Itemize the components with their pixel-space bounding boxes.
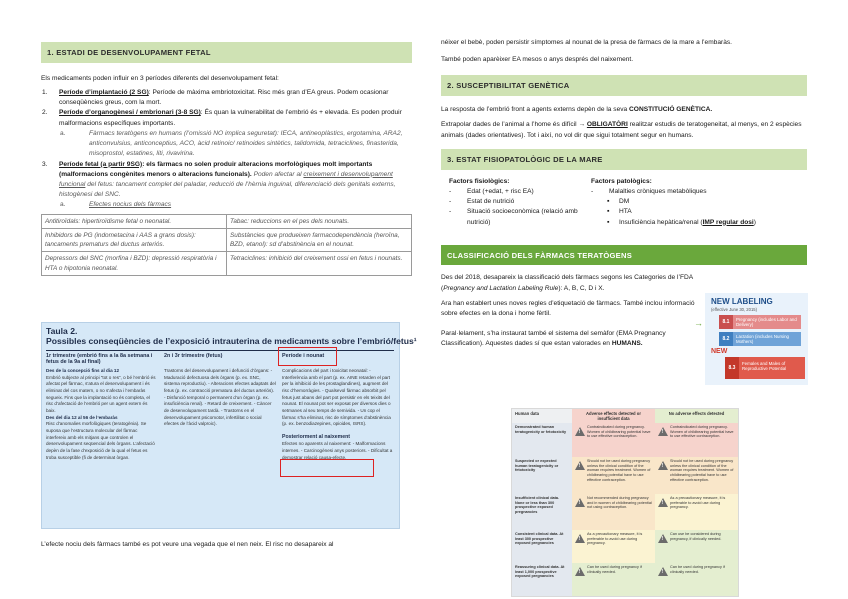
highlight-box-period (278, 347, 337, 366)
arrow-icon: → (694, 318, 703, 329)
semaphore-header-1: Human data (512, 409, 572, 423)
figure-col2-header: 2n i 3r trimestre (fetus) (164, 353, 223, 359)
label-row-8-2 (719, 332, 801, 346)
figure-label: Taula 2. (46, 326, 78, 336)
classification-paragraph-1 (441, 273, 699, 293)
factor-keyword: IMP regular dosi (702, 218, 754, 226)
semaphore-cell-text: As a precautionary measure, it is preferable to avoid use during pregnancy. (670, 496, 726, 510)
factor-text: Malalties cròniques metabòliques (609, 187, 707, 195)
new-labeling-title: NEW LABELING (711, 297, 773, 306)
figure-col1-header: 1r trimestre (embrió fins a la 8a setmana i fetus de la 9a al final) (46, 353, 153, 365)
semaphore-cell (572, 530, 655, 563)
classification-text: Des del 2018, desapareix la classificació dels fàrmacs segons les Categories de l’FDA ( (441, 274, 693, 292)
effects-letter: a. (60, 201, 66, 209)
semaphore-cell (655, 423, 738, 457)
teratogens-letter: a. (60, 129, 66, 137)
warning-icon (575, 461, 585, 470)
genetic-text-2: Extrapolar dades de l’animal a l’home és difícil → (441, 121, 587, 129)
period-3-text-italic: Poden afectar al (251, 170, 304, 178)
continuation-2: També poden aparèixer EA mesos o anys després del naixement. (441, 56, 634, 64)
label-code: 8.2 (719, 332, 733, 346)
warning-icon (575, 567, 585, 576)
semaphore-cell-text: Can be used during pregnancy if clinically needed. (670, 565, 725, 574)
list-item: - Estat de nutrició (449, 198, 515, 206)
semaphore-cell-text: Can use be considered during pregnancy, if clinically needed. (670, 532, 722, 541)
period-3-text-underline: creixement i desenvolupament funcional (59, 170, 393, 188)
genetic-keyword: CONSTITUCIÓ GENÈTICA. (629, 106, 713, 114)
periods-list (41, 88, 412, 211)
figure-rule (46, 350, 394, 351)
label-code: 8.3 (725, 357, 739, 379)
period-1-text: : Període de màxima embriotoxicitat. Risc més gran d’EA greus. Podem ocasionar conseqüències greus, com la mort. (59, 88, 389, 107)
figure-col3-header: Període i nounat (282, 353, 325, 359)
semaphore-row-label: Reassuring clinical data. At least 1,000 prospective exposed pregnancies (512, 563, 572, 596)
physiological-heading: Factors fisiològics: (449, 177, 510, 185)
warning-icon (575, 498, 585, 507)
highlight-box-birth (280, 459, 374, 477)
table-cell: Substàncies que produeixen farmacodependència (heroïna, BZD, etanol): sd d’abstinència en el nounat. (227, 228, 412, 252)
new-labeling-subtitle: (effective June 30, 2015) (711, 307, 758, 312)
semaphore-cell (572, 563, 655, 596)
period-1-number: 1. (42, 88, 48, 96)
table-row (42, 252, 412, 276)
section-2-title: 2. SUSCEPTIBILITAT GENÈTICA (447, 81, 570, 91)
period-1 (41, 88, 412, 108)
figure-col3 (282, 368, 394, 461)
period-3 (41, 160, 412, 211)
warning-icon (658, 567, 668, 576)
intro-paragraph: Els medicaments poden influir en 3 períodes diferents del desenvolupament fetal: (41, 74, 279, 82)
list-item: ▪ DM (607, 198, 630, 206)
effects-title: Efectes nocius dels fàrmacs (89, 201, 172, 209)
semaphore-row-label: Demonstrated human teratogenicity or fetotoxicity (512, 423, 572, 457)
semaphore-header-2: Adverse effects detected or insufficient data (572, 409, 655, 423)
factor-text: DM (619, 198, 630, 206)
table-cell: Inhibidors de PG (indometacina i AAS a grans dosis): tancaments prematurs del ductus arteriós. (42, 228, 227, 252)
factor-text: Edat (+edat, + risc EA) (467, 187, 534, 195)
new-labeling-graphic (705, 293, 808, 385)
table-cell: Depressors del SNC (morfina i BZD): depressió respiratòria i HTA o hipotonia neonatal. (42, 252, 227, 276)
figure-col1-heading-1: Des de la concepció fins al dia 12 (46, 368, 120, 373)
semaphore-cell-text: Should not be used during pregnancy unless the clinical condition of the woman requires treatment. Women of childbearing potential have to use effective contraception. (670, 459, 734, 482)
new-badge: NEW (711, 348, 728, 355)
semaphore-cell-text: Should not be used during pregnancy unless the clinical condition of the woman requires treatment. Women of childbearing potential have to use effective contraception. (587, 459, 651, 482)
semaphore-header-3: No adverse effects detected (655, 409, 738, 423)
semaphore-row-label: Insufficient clinical data. None or less than 300 prospective exposed pregnancies (512, 494, 572, 530)
period-2-title: Període d’organogènesi / embrionari (3-8 SG) (59, 109, 201, 117)
label-text: Females and Males of Reproductive Potential (742, 361, 787, 372)
semaphore-cell (655, 457, 738, 494)
teratogens-text: Fàrmacs teratògens en humans (l’omissió NO implica seguretat): IECA, antineoplàstics, ergotamina, ARA2, anticonvulsius, anticonceptius, ACO, àcid retinoic/ retinoides sintètics, talidomida, tetraciclines, finasterida, misoprostol, estatines, liti, rivavirina. (89, 129, 403, 158)
figure-col3-heading-2: Posteriorment al naixement (282, 433, 351, 440)
period-3-effects (59, 200, 412, 210)
classification-paragraph-2: Ara han establert unes noves regles d’etiquetació de fàrmacs. També inclou informació sobre efectes en la dona i home fèrtil. (441, 299, 695, 318)
table-cell: Antitiroïdals: hipertiroïdisme fetal o neonatal. (42, 214, 227, 228)
table-cell: Tabac: reduccions en el pes dels nounats. (227, 214, 412, 228)
factor-text: Estat de nutrició (467, 198, 515, 206)
classification-rule-name: Pregnancy and Lactation Labeling Rule (443, 284, 559, 292)
section-4-title: CLASSIFICACIÓ DELS FÀRMACS TERATÒGENS (447, 250, 633, 260)
label-row-8-3 (725, 357, 805, 379)
period-2 (41, 108, 412, 159)
semaphore-cell (572, 423, 655, 457)
semaphore-row-label: Suspected or expected human teratogenicity or fetotoxicity (512, 457, 572, 494)
pathological-heading: Factors patològics: (591, 177, 652, 185)
genetic-paragraph-2 (441, 120, 807, 140)
ema-semaphore-table (511, 408, 739, 597)
semaphore-cell (572, 494, 655, 530)
label-text: Lactation (includes Nursing Mothers) (736, 334, 789, 345)
section-1-title: 1. ESTADI DE DESENVOLUPAMENT FETAL (47, 48, 211, 57)
genetic-text-3: realitzar estudis de teratogeneitat, al menys, en 2 espècies animals (dades orientatives). Tot i així, no vol dir que sigui totalment segur en humans. (441, 121, 802, 139)
semaphore-cell-text: As a precautionary measure, it is preferable to avoid use during pregnancy. (587, 532, 643, 546)
warning-icon (575, 534, 585, 543)
label-row-8-1 (719, 315, 801, 329)
semaphore-cell (655, 494, 738, 530)
warning-icon (658, 461, 668, 470)
factor-text: HTA (619, 208, 632, 216)
label-code: 8.1 (719, 315, 733, 329)
list-item: - Situació socioeconòmica (relació amb nutrició) (449, 208, 578, 226)
period-1-title: Període d’implantació (2 SG) (59, 88, 149, 96)
table-row (42, 228, 412, 252)
section-2-header (441, 75, 807, 96)
factor-text-end: ) (753, 218, 756, 226)
section-3-header (441, 149, 807, 170)
figure-col1-text-1: Embrió subjecte al principi “tot o res”, o bé l’embrió és afectat pel fàrmac, s’atura el desenvolupament i és eliminat del cos matern, o no s’afecta i l’embaràs segueix. Fins que la implantació no és completa, el risc d’afectació de l’embrió per un agent extern és baix. (46, 374, 156, 413)
list-item: - Malalties cròniques metabòliques (591, 187, 707, 195)
warning-icon (575, 427, 585, 436)
classification-text-end: ): A, B, C, D i X. (558, 284, 605, 292)
semaphore-cell (655, 530, 738, 563)
pathological-factors (591, 177, 807, 228)
period-3-number: 3. (42, 160, 48, 168)
classification-text-3: Paral·lelament, s’ha instaurat també el sistema del semàfor (EMA Pregnancy Classification). Aquestes dades sí que estan valorades en (441, 330, 666, 348)
list-item: - Edat (+edat, + risc EA) (449, 187, 534, 195)
section-3-title: 3. ESTAT FISIOPATOLÒGIC DE LA MARE (447, 154, 603, 164)
figure-col2: Trastorns del desenvolupament i defunció d’òrgans: - Maduració defectuosa dels òrgans (p. ex. SNC, sistema reproductiu). - Alteracions efectes adaptats del fetus (p. ex. contracció prematura del ductus arteriós). - Disfunció temporal o permanent d’un òrgan (p. ex. insuficiència renal). - Retard de creixement. - Càncer de desenvolupament tardà. - Trastorns en el desenvolupament psicomotor, infertilitat o social efectes de l’àcid valproic). (164, 368, 276, 427)
figure-col1-text-2: Risc d’anomalies morfològiques (teratogènia). Se suposa que l’estructura molecular del fàrmac interfereix amb els mitjans que controlen el desenvolupament seqüencial dels òrgans. L’afectació depèn de la fase d’exposició de la qual el fetus es troba susceptible (fi de determinat òrgan. (46, 421, 155, 460)
figure-col3-text-2: Efectes no aparents al naixement: - Malformacions internes. - Carcinogènesi anys posteriors. - Dificultat a demostrar relació causa-efecte. (282, 441, 393, 460)
figure-col1 (46, 368, 158, 461)
effects-table (41, 214, 412, 276)
classification-paragraph-3 (441, 329, 703, 349)
semaphore-row-label: Consistent clinical data. At least 300 prospective exposed pregnancies (512, 530, 572, 563)
period-2-number: 2. (42, 109, 48, 117)
semaphore-cell (655, 563, 738, 596)
period-3-text-bold: : els fàrmacs no solen produir alteracions morfològiques molt importants (malformacions congènites menors o alteracions funcionals). (59, 160, 373, 178)
section-4-header (441, 245, 807, 266)
period-3-title: Període fetal (a partir 9SG) (59, 160, 143, 168)
figure-col3-text-1: Complicacions del part i toxicitat neonatal: - Interferència amb el part (p. ex. AINE retarden el part per la inhibició de les prostaglandines), augment del risc d’hemorràgies. - Qualsevol fàrmac absorbit pel fetus just abans del part pot persistir en els teixits del nounat. El nounat pot ser exposat per diversos dies o setmanes al seu temps de semivida. - Un cop el fàrmac s’ha eliminat, risc de símptomes d’abstinència (p. ex. benzodiazepines, opioides, ISRS). (282, 368, 391, 427)
warning-icon (658, 498, 668, 507)
genetic-text: La resposta de l’embrió front a agents externs depèn de la seva (441, 106, 630, 114)
table-2-figure (41, 322, 417, 529)
period-2-teratogens (59, 129, 412, 160)
semaphore-cell-text: Contraindicated during pregnancy. Women of childbearing potential have to use effective contraception. (670, 425, 734, 439)
semaphore-cell-text: Not recommended during pregnancy and in women of childbearing potential not using contraception. (587, 496, 652, 510)
left-column (41, 0, 412, 276)
humans-keyword: HUMANS. (611, 340, 643, 348)
list-item: ▪ HTA (607, 208, 632, 216)
factor-text: Insuficiència hepàtica/renal ( (619, 218, 703, 226)
factors-grid (441, 177, 807, 243)
continuation-1: néixer el bebè, poden persistir símptomes al nounat de la presa de fàrmacs de la mare a l’embaràs. (441, 39, 733, 46)
semaphore-cell-text: Contraindicated during pregnancy. Women of childbearing potential have to use effective contraception. (587, 425, 651, 439)
genetic-paragraph-1 (441, 105, 807, 115)
warning-icon (658, 427, 668, 436)
mandatory-keyword: OBLIGATÒRI (586, 121, 628, 129)
list-item: ▪ Insuficiència hepàtica/renal (IMP regular dosi) (607, 218, 756, 226)
table-row (42, 214, 412, 228)
semaphore-cell-text: Can be used during pregnancy if clinically needed. (587, 565, 642, 574)
figure-col1-heading-2: Des del dia 12 al 56 de l’embaràs (46, 414, 118, 420)
period-2-text: : És quan la vulnerabilitat de l’embrió és + elevada. Es poden produir malformacions específiques importants. (59, 109, 402, 127)
label-text: Pregnancy (includes Labor and Delivery) (736, 317, 797, 328)
footer-paragraph: L’efecte nociu dels fàrmacs també es pot veure una vegada que el nen neix. El risc no desapareix al (41, 541, 334, 548)
semaphore-cell (572, 457, 655, 494)
section-1-header (41, 42, 412, 63)
figure-title: Possibles conseqüències de l’exposició intrauterina de medicaments sobre l’embrió/fetus¹ (46, 336, 417, 346)
period-3-text-italic-2: del fetus: tancament complet del paladar, reducció de l’hèrnia inguinal, diferenciació dels genitals externs, histogènesi del SNC. (59, 180, 396, 199)
warning-icon (658, 534, 668, 543)
table-cell: Tetraciclines: inhibició del creixement ossi en fetus i nounats. (227, 252, 412, 276)
factor-text: Situació socioeconòmica (relació amb nutrició) (467, 208, 578, 226)
physiological-factors (449, 177, 599, 228)
